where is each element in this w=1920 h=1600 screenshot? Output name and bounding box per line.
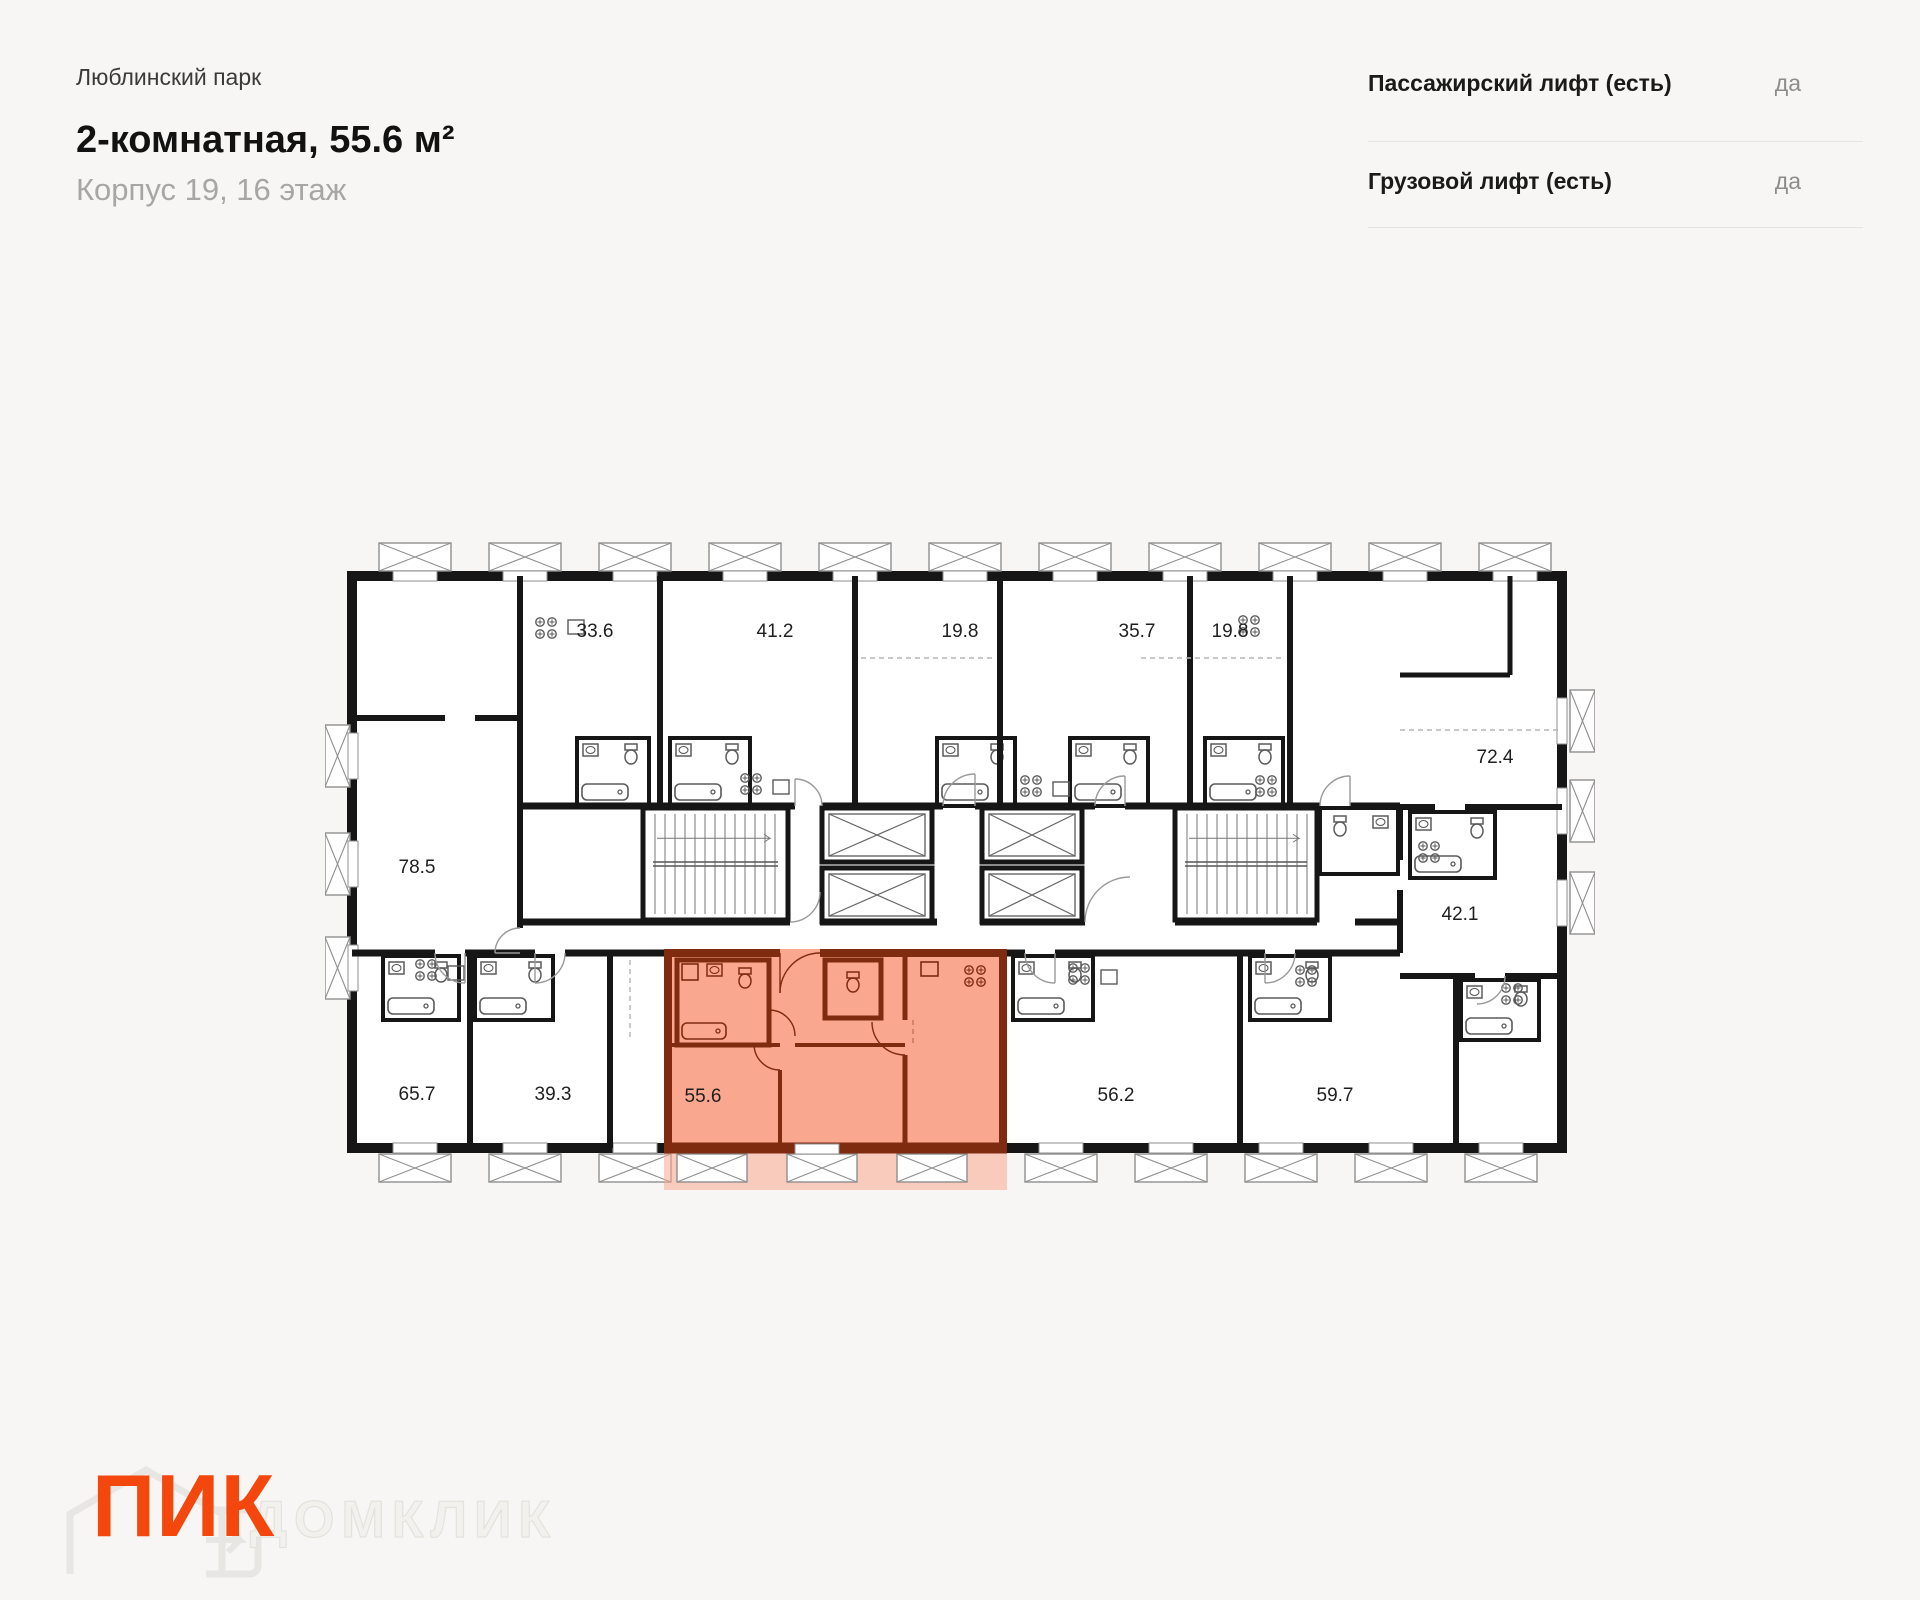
unit-area-label: 35.7 xyxy=(1118,621,1156,642)
balcony-icon xyxy=(1570,780,1595,842)
balcony-icon xyxy=(1135,1154,1207,1182)
balcony-icon xyxy=(677,1154,747,1182)
elevator-icon xyxy=(822,868,932,922)
header xyxy=(76,64,454,208)
core-wc xyxy=(1320,808,1398,874)
stairs-icon xyxy=(643,808,788,920)
balcony-icon xyxy=(1355,1154,1427,1182)
balcony-icon xyxy=(1245,1154,1317,1182)
balcony-icon xyxy=(1259,543,1331,571)
unit-area-label: 72.4 xyxy=(1476,747,1514,768)
unit-area-label: 33.6 xyxy=(576,621,614,642)
balcony-icon xyxy=(819,543,891,571)
balcony-icon xyxy=(787,1154,857,1182)
lift-info-panel xyxy=(1368,66,1863,228)
unit-area-label: 59.7 xyxy=(1316,1085,1354,1106)
bathroom xyxy=(1461,980,1539,1040)
balcony-icon xyxy=(929,543,1001,571)
bathroom xyxy=(1070,738,1148,806)
lift-row-passenger xyxy=(1368,66,1863,142)
bathroom xyxy=(670,738,750,806)
page-subtitle: Корпус 19, 16 этаж xyxy=(76,172,347,207)
balcony-icon xyxy=(325,725,350,787)
page-title: 2-комнатная, 55.6 м² xyxy=(76,119,455,161)
bathroom xyxy=(1250,956,1330,1020)
balcony-icon xyxy=(1369,543,1441,571)
unit-area-label: 19.8 xyxy=(941,621,979,642)
balcony-icon xyxy=(325,833,350,895)
unit-area-label: 19.8 xyxy=(1211,621,1249,642)
unit-area-label: 42.1 xyxy=(1441,904,1479,925)
stairs-icon xyxy=(1175,808,1317,920)
balcony-icon xyxy=(599,1154,671,1182)
unit-area-label: 78.5 xyxy=(398,857,436,878)
balcony-icon xyxy=(1039,543,1111,571)
elevator-icon xyxy=(982,868,1082,922)
balcony-icon xyxy=(379,1154,451,1182)
elevator-icon xyxy=(822,808,932,862)
lift-label: Грузовой лифт (есть) xyxy=(1368,168,1612,194)
pik-logo[interactable]: ПИК xyxy=(92,1456,276,1555)
bathroom xyxy=(937,738,1015,806)
unit-area-label: 56.2 xyxy=(1097,1085,1135,1106)
watermark-text: ДОМКЛИК xyxy=(250,1491,558,1549)
unit-area-label: 65.7 xyxy=(398,1084,436,1105)
unit-area-label: 41.2 xyxy=(756,621,794,642)
elevator-icon xyxy=(982,808,1082,862)
balcony-icon xyxy=(1025,1154,1097,1182)
balcony-icon xyxy=(1149,543,1221,571)
highlighted-unit-55-6[interactable] xyxy=(664,949,1007,1190)
balcony-icon xyxy=(1465,1154,1537,1182)
project-name: Люблинский парк xyxy=(76,64,262,90)
balcony-icon xyxy=(1570,872,1595,934)
bathroom xyxy=(577,738,649,806)
balcony-icon xyxy=(489,543,561,571)
bathroom xyxy=(475,956,553,1020)
balcony-icon xyxy=(1570,690,1595,752)
balcony-icon xyxy=(897,1154,967,1182)
lift-row-cargo xyxy=(1368,142,1863,228)
balcony-icon xyxy=(709,543,781,571)
unit-area-label: 55.6 xyxy=(684,1086,722,1107)
balcony-icon xyxy=(599,543,671,571)
lift-label: Пассажирский лифт (есть) xyxy=(1368,70,1672,96)
balcony-icon xyxy=(379,543,451,571)
balcony-icon xyxy=(325,937,350,999)
balcony-icon xyxy=(489,1154,561,1182)
floor-plan[interactable] xyxy=(325,540,1595,1210)
lift-value: да xyxy=(1774,168,1801,194)
balcony-icon xyxy=(1479,543,1551,571)
lift-value: да xyxy=(1774,70,1801,96)
unit-area-label: 39.3 xyxy=(534,1084,572,1105)
